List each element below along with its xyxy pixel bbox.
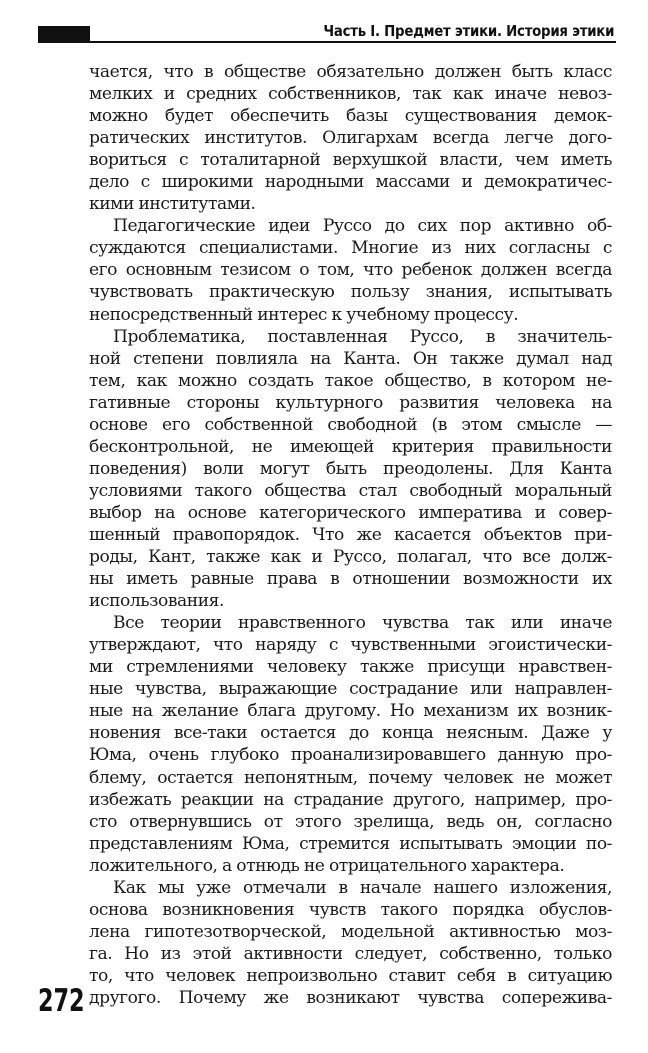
text-line: Педагогические идеи Руссо до сих пор активно об- <box>113 216 612 237</box>
text-line: блему, остается непонятным, почему человек не может <box>89 767 612 788</box>
text-line: поведения) воли могут быть преодолены. Для Канта <box>89 458 612 479</box>
header-rule <box>38 41 616 43</box>
text-line: роды, Кант, также как и Руссо, полагал, что все долж- <box>89 547 612 568</box>
text-line: кими институтами. <box>89 194 256 215</box>
text-line: ные чувства, выражающие сострадание или направлен- <box>89 679 612 700</box>
text-line: ные на желание блага другому. Но механизм их возник- <box>89 701 612 722</box>
text-line: основе его собственной свободной (в этом смысле — <box>89 414 612 435</box>
text-line: Все теории нравственного чувства так или иначе <box>113 613 612 634</box>
text-line: Проблематика, поставленная Руссо, в значитель- <box>113 326 612 347</box>
text-line: га. Но из этой активности следует, собственно, только <box>89 943 612 964</box>
text-line: можно будет обеспечить базы существования демок- <box>89 106 612 127</box>
text-line: шенный правопорядок. Что же касается объектов при- <box>89 524 612 545</box>
text-line: ми стремлениями человеку также присущи нравствен- <box>89 657 612 678</box>
text-line: новения все-таки остается до конца неясным. Даже у <box>89 723 612 744</box>
text-line: выбор на основе категорического императива и совер- <box>89 502 612 523</box>
text-line: представлениям Юма, стремится испытывать эмоции по- <box>89 833 612 854</box>
text-line: основа возникновения чувств такого порядка обуслов- <box>89 899 612 920</box>
paragraph <box>89 877 612 1009</box>
paragraph <box>89 326 612 613</box>
paragraph <box>89 61 612 215</box>
page-number: 272 <box>38 983 85 1019</box>
text-line: Юма, очень глубоко проанализировавшего данную про- <box>89 745 612 766</box>
text-line: ложительного, а отнюдь не отрицательного характера. <box>89 855 565 876</box>
text-line: ны иметь равные права в отношении возможности их <box>89 569 612 590</box>
text-line: чается, что в обществе обязательно должен быть класс <box>89 62 612 82</box>
text-line: непосредственный интерес к учебному процессу. <box>89 304 519 325</box>
text-line: гативные стороны культурного развития человека на <box>89 392 612 413</box>
text-line: ной степени повлияла на Канта. Он также думал над <box>89 348 612 369</box>
text-line: избежать реакции на страдание другого, например, про- <box>89 789 612 810</box>
paragraph <box>89 612 612 877</box>
text-line: другого. Почему же возникают чувства сопережива- <box>89 987 612 1008</box>
text-line: то, что человек непроизвольно ставит себя в ситуацию <box>89 965 612 986</box>
text-line: тем, как можно создать такое общество, в котором не- <box>89 370 612 391</box>
header-black-bar <box>38 26 90 42</box>
text-line: вориться с тоталитарной верхушкой власти, чем иметь <box>89 150 612 171</box>
text-line: Как мы уже отмечали в начале нашего изложения, <box>113 877 612 898</box>
text-line: чувствовать практическую пользу знания, испытывать <box>89 282 612 303</box>
text-line: дело с широкими народными массами и демократичес- <box>89 172 612 193</box>
text-line: суждаются специалистами. Многие из них согласны с <box>89 238 612 259</box>
text-line: лена гипотезотворческой, модельной активностью моз- <box>89 921 612 942</box>
text-line: сто отвернувшись от этого зрелища, ведь он, согласно <box>89 811 612 832</box>
text-line: утверждают, что наряду с чувственными эгоистически- <box>89 635 612 656</box>
text-line: использования. <box>89 591 224 612</box>
text-line: мелких и средних собственников, так как иначе невоз- <box>89 84 612 105</box>
body-text <box>89 61 612 1009</box>
text-line: бесконтрольной, не имеющей критерия правильности <box>89 436 612 457</box>
text-line: ратических институтов. Олигархам всегда легче дого- <box>89 128 612 149</box>
text-line: условиями такого общества стал свободный моральный <box>89 480 612 501</box>
text-line: его основным тезисом о том, что ребенок должен всегда <box>89 260 612 281</box>
running-title: Часть I. Предмет этики. История этики <box>323 22 614 40</box>
paragraph <box>89 215 612 325</box>
